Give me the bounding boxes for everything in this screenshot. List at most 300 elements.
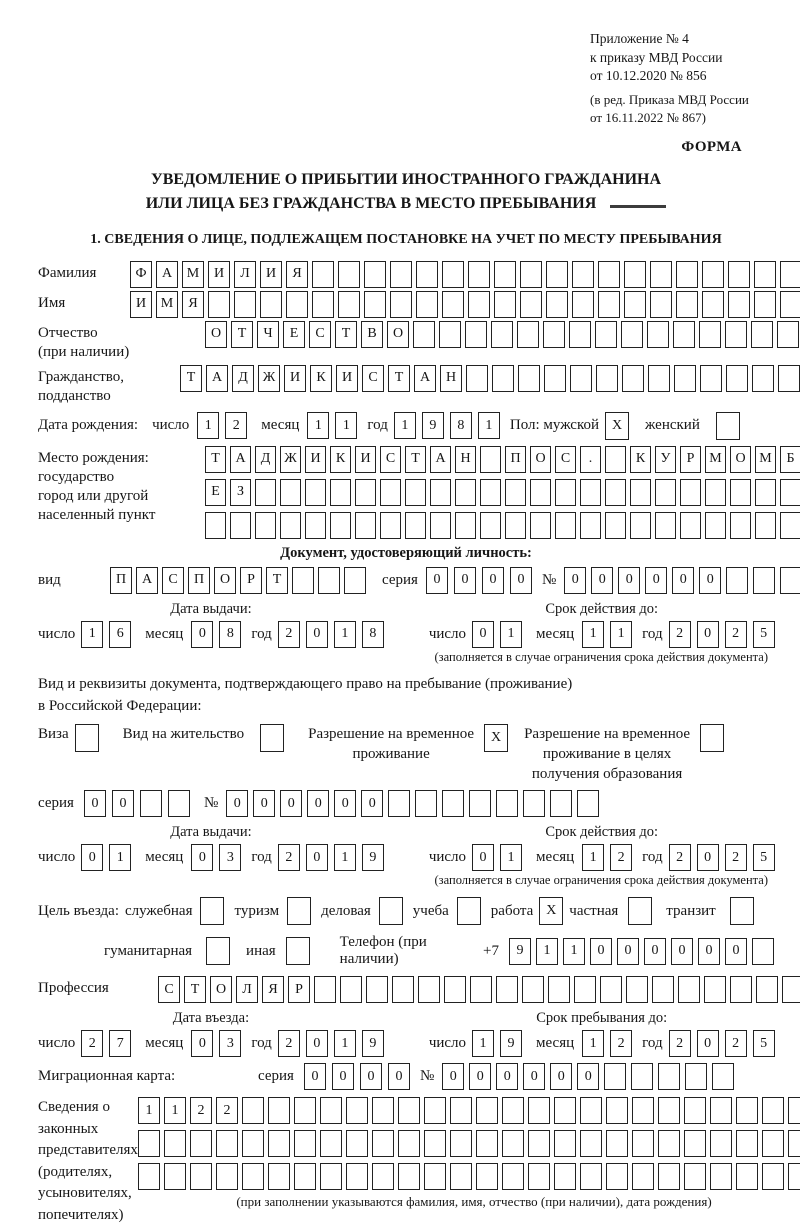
char-cell[interactable]: П — [505, 446, 526, 473]
char-cell[interactable]: 0 — [697, 621, 719, 648]
char-cell[interactable] — [624, 261, 646, 288]
char-cell[interactable] — [621, 321, 643, 348]
char-cell[interactable] — [455, 512, 476, 539]
char-cell[interactable]: С — [380, 446, 401, 473]
char-cell[interactable]: И — [284, 365, 306, 392]
char-cell[interactable]: Л — [234, 261, 256, 288]
char-cell[interactable]: Б — [780, 446, 800, 473]
char-cell[interactable] — [580, 1130, 602, 1157]
char-cell[interactable] — [520, 291, 542, 318]
char-cell[interactable] — [712, 1063, 734, 1090]
char-cell[interactable] — [628, 897, 652, 925]
char-cell[interactable] — [457, 897, 481, 925]
char-cell[interactable] — [330, 512, 351, 539]
char-cell[interactable]: 1 — [582, 844, 604, 871]
char-cell[interactable] — [312, 291, 334, 318]
char-cell[interactable] — [605, 446, 626, 473]
char-cell[interactable]: 1 — [478, 412, 500, 439]
char-cell[interactable] — [756, 976, 778, 1003]
char-cell[interactable] — [710, 1130, 732, 1157]
char-cell[interactable] — [415, 790, 437, 817]
char-cell[interactable]: 1 — [81, 621, 103, 648]
char-cell[interactable] — [544, 365, 566, 392]
char-cell[interactable] — [496, 976, 518, 1003]
char-cell[interactable]: 1 — [610, 621, 632, 648]
char-cell[interactable] — [699, 321, 721, 348]
char-cell[interactable]: 9 — [509, 938, 531, 965]
char-cell[interactable]: У — [655, 446, 676, 473]
char-cell[interactable] — [606, 1163, 628, 1190]
char-cell[interactable] — [505, 512, 526, 539]
char-cell[interactable] — [684, 1163, 706, 1190]
char-cell[interactable] — [496, 790, 518, 817]
char-cell[interactable] — [630, 479, 651, 506]
char-cell[interactable]: . — [580, 446, 601, 473]
char-cell[interactable] — [652, 976, 674, 1003]
char-cell[interactable]: 1 — [536, 938, 558, 965]
char-cell[interactable] — [390, 261, 412, 288]
char-cell[interactable] — [442, 790, 464, 817]
char-cell[interactable] — [450, 1163, 472, 1190]
char-cell[interactable] — [312, 261, 334, 288]
char-cell[interactable] — [424, 1130, 446, 1157]
char-cell[interactable] — [530, 479, 551, 506]
char-cell[interactable] — [730, 512, 751, 539]
char-cell[interactable]: 9 — [362, 1030, 384, 1057]
char-cell[interactable] — [580, 1097, 602, 1124]
char-cell[interactable] — [234, 291, 256, 318]
char-cell[interactable]: 0 — [280, 790, 302, 817]
char-cell[interactable] — [572, 261, 594, 288]
char-cell[interactable]: 0 — [306, 1030, 328, 1057]
char-cell[interactable]: 2 — [225, 412, 247, 439]
char-cell[interactable] — [702, 291, 724, 318]
char-cell[interactable] — [605, 512, 626, 539]
char-cell[interactable]: 0 — [191, 1030, 213, 1057]
char-cell[interactable] — [280, 479, 301, 506]
char-cell[interactable] — [598, 291, 620, 318]
char-cell[interactable]: 0 — [388, 1063, 410, 1090]
char-cell[interactable] — [782, 976, 800, 1003]
char-cell[interactable] — [138, 1130, 160, 1157]
char-cell[interactable] — [480, 479, 501, 506]
char-cell[interactable] — [318, 567, 340, 594]
char-cell[interactable] — [730, 479, 751, 506]
char-cell[interactable] — [430, 479, 451, 506]
char-cell[interactable] — [678, 976, 700, 1003]
char-cell[interactable] — [555, 479, 576, 506]
char-cell[interactable] — [465, 321, 487, 348]
char-cell[interactable] — [762, 1163, 784, 1190]
char-cell[interactable] — [543, 321, 565, 348]
char-cell[interactable]: 0 — [472, 844, 494, 871]
char-cell[interactable]: 2 — [278, 844, 300, 871]
char-cell[interactable]: Ж — [280, 446, 301, 473]
char-cell[interactable] — [710, 1097, 732, 1124]
char-cell[interactable]: И — [355, 446, 376, 473]
char-cell[interactable] — [450, 1130, 472, 1157]
char-cell[interactable] — [658, 1097, 680, 1124]
char-cell[interactable] — [405, 512, 426, 539]
char-cell[interactable]: 2 — [81, 1030, 103, 1057]
char-cell[interactable] — [685, 1063, 707, 1090]
char-cell[interactable] — [577, 790, 599, 817]
char-cell[interactable]: 0 — [469, 1063, 491, 1090]
char-cell[interactable] — [380, 479, 401, 506]
char-cell[interactable] — [658, 1163, 680, 1190]
char-cell[interactable] — [138, 1163, 160, 1190]
char-cell[interactable] — [439, 321, 461, 348]
char-cell[interactable] — [480, 446, 501, 473]
char-cell[interactable]: С — [162, 567, 184, 594]
char-cell[interactable] — [546, 291, 568, 318]
char-cell[interactable]: 0 — [617, 938, 639, 965]
char-cell[interactable]: 1 — [334, 1030, 356, 1057]
char-cell[interactable] — [444, 976, 466, 1003]
char-cell[interactable] — [684, 1130, 706, 1157]
char-cell[interactable] — [455, 479, 476, 506]
char-cell[interactable]: 9 — [422, 412, 444, 439]
char-cell[interactable]: К — [310, 365, 332, 392]
char-cell[interactable] — [548, 976, 570, 1003]
char-cell[interactable] — [468, 291, 490, 318]
char-cell[interactable]: 1 — [472, 1030, 494, 1057]
char-cell[interactable]: X — [539, 897, 563, 925]
char-cell[interactable]: 1 — [307, 412, 329, 439]
char-cell[interactable] — [684, 1097, 706, 1124]
char-cell[interactable]: И — [208, 261, 230, 288]
char-cell[interactable] — [650, 261, 672, 288]
char-cell[interactable] — [260, 291, 282, 318]
char-cell[interactable] — [242, 1130, 264, 1157]
char-cell[interactable] — [294, 1163, 316, 1190]
char-cell[interactable]: 1 — [138, 1097, 160, 1124]
char-cell[interactable] — [346, 1130, 368, 1157]
char-cell[interactable] — [242, 1163, 264, 1190]
char-cell[interactable]: 0 — [550, 1063, 572, 1090]
char-cell[interactable]: 1 — [582, 621, 604, 648]
char-cell[interactable] — [780, 567, 800, 594]
char-cell[interactable]: М — [156, 291, 178, 318]
char-cell[interactable]: 0 — [699, 567, 721, 594]
char-cell[interactable] — [580, 512, 601, 539]
char-cell[interactable]: С — [158, 976, 180, 1003]
char-cell[interactable] — [569, 321, 591, 348]
char-cell[interactable] — [518, 365, 540, 392]
char-cell[interactable]: О — [205, 321, 227, 348]
char-cell[interactable] — [442, 291, 464, 318]
char-cell[interactable] — [413, 321, 435, 348]
char-cell[interactable]: 5 — [753, 1030, 775, 1057]
char-cell[interactable] — [338, 261, 360, 288]
char-cell[interactable] — [658, 1130, 680, 1157]
char-cell[interactable] — [372, 1163, 394, 1190]
char-cell[interactable] — [648, 365, 670, 392]
char-cell[interactable] — [268, 1097, 290, 1124]
char-cell[interactable] — [674, 365, 696, 392]
char-cell[interactable] — [372, 1097, 394, 1124]
char-cell[interactable] — [554, 1130, 576, 1157]
char-cell[interactable]: П — [188, 567, 210, 594]
char-cell[interactable]: 3 — [219, 844, 241, 871]
char-cell[interactable] — [305, 479, 326, 506]
char-cell[interactable] — [725, 321, 747, 348]
char-cell[interactable] — [287, 897, 311, 925]
char-cell[interactable] — [705, 479, 726, 506]
char-cell[interactable]: X — [484, 724, 508, 752]
char-cell[interactable]: О — [530, 446, 551, 473]
char-cell[interactable]: 6 — [109, 621, 131, 648]
char-cell[interactable] — [314, 976, 336, 1003]
char-cell[interactable] — [580, 479, 601, 506]
char-cell[interactable] — [286, 937, 310, 965]
char-cell[interactable] — [780, 479, 800, 506]
char-cell[interactable]: Т — [266, 567, 288, 594]
char-cell[interactable] — [392, 976, 414, 1003]
char-cell[interactable] — [726, 567, 748, 594]
char-cell[interactable] — [632, 1097, 654, 1124]
char-cell[interactable]: М — [755, 446, 776, 473]
char-cell[interactable] — [379, 897, 403, 925]
char-cell[interactable] — [736, 1130, 758, 1157]
char-cell[interactable] — [705, 512, 726, 539]
char-cell[interactable] — [424, 1097, 446, 1124]
char-cell[interactable] — [205, 512, 226, 539]
char-cell[interactable]: 0 — [564, 567, 586, 594]
char-cell[interactable]: М — [182, 261, 204, 288]
char-cell[interactable] — [606, 1130, 628, 1157]
char-cell[interactable]: 0 — [191, 621, 213, 648]
char-cell[interactable] — [752, 938, 774, 965]
char-cell[interactable]: 0 — [304, 1063, 326, 1090]
char-cell[interactable] — [380, 512, 401, 539]
char-cell[interactable] — [676, 291, 698, 318]
char-cell[interactable]: Я — [182, 291, 204, 318]
char-cell[interactable]: 1 — [582, 1030, 604, 1057]
char-cell[interactable]: 0 — [672, 567, 694, 594]
char-cell[interactable]: О — [730, 446, 751, 473]
char-cell[interactable] — [780, 512, 800, 539]
char-cell[interactable] — [320, 1130, 342, 1157]
char-cell[interactable] — [424, 1163, 446, 1190]
char-cell[interactable] — [778, 365, 800, 392]
char-cell[interactable] — [494, 291, 516, 318]
char-cell[interactable] — [164, 1130, 186, 1157]
char-cell[interactable]: И — [130, 291, 152, 318]
char-cell[interactable] — [572, 291, 594, 318]
char-cell[interactable]: Ж — [258, 365, 280, 392]
char-cell[interactable] — [286, 291, 308, 318]
char-cell[interactable]: X — [605, 412, 629, 440]
char-cell[interactable] — [658, 1063, 680, 1090]
char-cell[interactable] — [268, 1130, 290, 1157]
char-cell[interactable]: 0 — [112, 790, 134, 817]
char-cell[interactable]: З — [230, 479, 251, 506]
char-cell[interactable] — [528, 1097, 550, 1124]
char-cell[interactable] — [528, 1163, 550, 1190]
char-cell[interactable]: 0 — [697, 844, 719, 871]
char-cell[interactable] — [470, 976, 492, 1003]
char-cell[interactable]: Р — [240, 567, 262, 594]
char-cell[interactable]: Н — [440, 365, 462, 392]
char-cell[interactable]: 9 — [500, 1030, 522, 1057]
char-cell[interactable] — [600, 976, 622, 1003]
char-cell[interactable] — [762, 1097, 784, 1124]
char-cell[interactable] — [476, 1097, 498, 1124]
char-cell[interactable] — [469, 790, 491, 817]
char-cell[interactable] — [418, 976, 440, 1003]
char-cell[interactable] — [751, 321, 773, 348]
char-cell[interactable]: 1 — [500, 621, 522, 648]
char-cell[interactable]: 1 — [334, 844, 356, 871]
char-cell[interactable]: 8 — [219, 621, 241, 648]
char-cell[interactable] — [780, 291, 800, 318]
char-cell[interactable] — [505, 479, 526, 506]
char-cell[interactable]: 0 — [591, 567, 613, 594]
char-cell[interactable] — [164, 1163, 186, 1190]
char-cell[interactable]: Т — [405, 446, 426, 473]
char-cell[interactable] — [605, 479, 626, 506]
char-cell[interactable] — [530, 512, 551, 539]
char-cell[interactable] — [242, 1097, 264, 1124]
char-cell[interactable] — [398, 1163, 420, 1190]
char-cell[interactable] — [596, 365, 618, 392]
char-cell[interactable] — [630, 512, 651, 539]
char-cell[interactable]: 0 — [698, 938, 720, 965]
char-cell[interactable] — [655, 479, 676, 506]
char-cell[interactable] — [398, 1130, 420, 1157]
char-cell[interactable] — [700, 724, 724, 752]
char-cell[interactable] — [754, 291, 776, 318]
char-cell[interactable]: 0 — [577, 1063, 599, 1090]
char-cell[interactable]: Р — [680, 446, 701, 473]
char-cell[interactable]: Т — [205, 446, 226, 473]
char-cell[interactable] — [280, 512, 301, 539]
char-cell[interactable]: 0 — [81, 844, 103, 871]
char-cell[interactable] — [430, 512, 451, 539]
char-cell[interactable]: О — [214, 567, 236, 594]
char-cell[interactable]: 7 — [109, 1030, 131, 1057]
char-cell[interactable] — [598, 261, 620, 288]
char-cell[interactable] — [777, 321, 799, 348]
char-cell[interactable] — [676, 261, 698, 288]
char-cell[interactable] — [466, 365, 488, 392]
char-cell[interactable]: Я — [286, 261, 308, 288]
char-cell[interactable]: 2 — [278, 1030, 300, 1057]
char-cell[interactable] — [650, 291, 672, 318]
char-cell[interactable]: 1 — [394, 412, 416, 439]
char-cell[interactable]: О — [210, 976, 232, 1003]
char-cell[interactable]: 1 — [500, 844, 522, 871]
char-cell[interactable] — [604, 1063, 626, 1090]
char-cell[interactable] — [398, 1097, 420, 1124]
char-cell[interactable] — [788, 1163, 800, 1190]
char-cell[interactable] — [190, 1130, 212, 1157]
char-cell[interactable]: 0 — [725, 938, 747, 965]
char-cell[interactable]: 0 — [496, 1063, 518, 1090]
char-cell[interactable] — [344, 567, 366, 594]
char-cell[interactable]: Л — [236, 976, 258, 1003]
char-cell[interactable] — [673, 321, 695, 348]
char-cell[interactable]: 1 — [334, 621, 356, 648]
char-cell[interactable]: 0 — [426, 567, 448, 594]
char-cell[interactable]: 2 — [669, 621, 691, 648]
char-cell[interactable] — [372, 1130, 394, 1157]
char-cell[interactable] — [208, 291, 230, 318]
char-cell[interactable] — [554, 1163, 576, 1190]
char-cell[interactable] — [517, 321, 539, 348]
char-cell[interactable]: 2 — [278, 621, 300, 648]
char-cell[interactable]: Ч — [257, 321, 279, 348]
char-cell[interactable]: 0 — [618, 567, 640, 594]
char-cell[interactable]: 2 — [725, 1030, 747, 1057]
char-cell[interactable] — [632, 1163, 654, 1190]
char-cell[interactable]: 2 — [610, 1030, 632, 1057]
char-cell[interactable]: Ф — [130, 261, 152, 288]
char-cell[interactable] — [730, 897, 754, 925]
char-cell[interactable]: 9 — [362, 844, 384, 871]
char-cell[interactable] — [268, 1163, 290, 1190]
char-cell[interactable] — [364, 261, 386, 288]
char-cell[interactable] — [752, 365, 774, 392]
char-cell[interactable] — [494, 261, 516, 288]
char-cell[interactable]: 0 — [644, 938, 666, 965]
char-cell[interactable] — [320, 1097, 342, 1124]
char-cell[interactable] — [364, 291, 386, 318]
char-cell[interactable] — [730, 976, 752, 1003]
char-cell[interactable] — [680, 479, 701, 506]
char-cell[interactable]: 2 — [725, 621, 747, 648]
char-cell[interactable] — [762, 1130, 784, 1157]
char-cell[interactable] — [580, 1163, 602, 1190]
char-cell[interactable]: И — [260, 261, 282, 288]
char-cell[interactable]: 0 — [442, 1063, 464, 1090]
char-cell[interactable]: Т — [388, 365, 410, 392]
char-cell[interactable] — [442, 261, 464, 288]
char-cell[interactable]: 0 — [360, 1063, 382, 1090]
char-cell[interactable] — [416, 261, 438, 288]
char-cell[interactable]: 2 — [610, 844, 632, 871]
char-cell[interactable]: М — [705, 446, 726, 473]
char-cell[interactable]: 2 — [669, 844, 691, 871]
char-cell[interactable] — [305, 512, 326, 539]
char-cell[interactable]: 5 — [753, 844, 775, 871]
char-cell[interactable] — [168, 790, 190, 817]
char-cell[interactable]: 0 — [253, 790, 275, 817]
char-cell[interactable]: И — [336, 365, 358, 392]
char-cell[interactable] — [346, 1163, 368, 1190]
char-cell[interactable]: А — [156, 261, 178, 288]
char-cell[interactable]: Т — [335, 321, 357, 348]
char-cell[interactable]: Д — [255, 446, 276, 473]
char-cell[interactable] — [606, 1097, 628, 1124]
char-cell[interactable]: 0 — [84, 790, 106, 817]
char-cell[interactable]: 5 — [753, 621, 775, 648]
char-cell[interactable]: 0 — [306, 621, 328, 648]
char-cell[interactable] — [655, 512, 676, 539]
char-cell[interactable] — [574, 976, 596, 1003]
char-cell[interactable] — [216, 1163, 238, 1190]
char-cell[interactable] — [468, 261, 490, 288]
char-cell[interactable]: А — [230, 446, 251, 473]
char-cell[interactable]: Т — [231, 321, 253, 348]
char-cell[interactable]: 0 — [454, 567, 476, 594]
char-cell[interactable]: Я — [262, 976, 284, 1003]
char-cell[interactable] — [502, 1163, 524, 1190]
char-cell[interactable] — [680, 512, 701, 539]
char-cell[interactable]: Н — [455, 446, 476, 473]
char-cell[interactable] — [632, 1130, 654, 1157]
